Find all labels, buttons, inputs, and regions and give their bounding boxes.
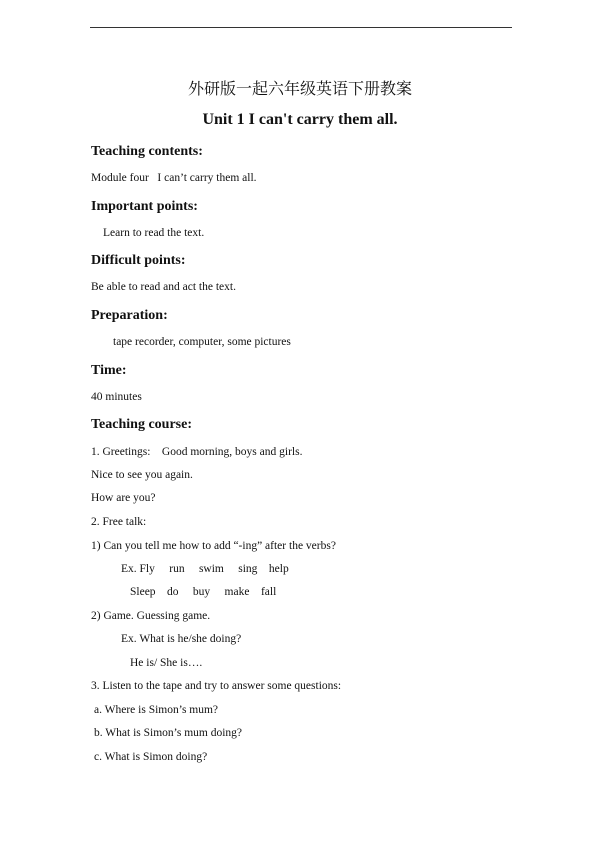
course-line: 3. Listen to the tape and try to answer some questions: bbox=[91, 680, 342, 692]
course-line: a. Where is Simon’s mum? bbox=[94, 704, 219, 716]
course-line: 1. Greetings: Good morning, boys and girls. bbox=[91, 446, 303, 458]
teaching-contents-text: Module four I can’t carry them all. bbox=[91, 172, 257, 184]
preparation-text: tape recorder, computer, some pictures bbox=[113, 336, 291, 348]
time-text: 40 minutes bbox=[91, 391, 142, 403]
unit-title: Unit 1 I can't carry them all. bbox=[202, 111, 398, 128]
document-title: 外研版一起六年级英语下册教案 bbox=[187, 79, 412, 98]
course-line: How are you? bbox=[91, 492, 156, 504]
difficult-points-text: Be able to read and act the text. bbox=[91, 281, 236, 293]
course-line: He is/ She is…. bbox=[130, 657, 203, 669]
course-line: c. What is Simon doing? bbox=[94, 751, 208, 763]
course-line: 2) Game. Guessing game. bbox=[91, 610, 211, 622]
course-line: Sleep do buy make fall bbox=[130, 586, 277, 598]
header-rule bbox=[90, 27, 512, 28]
teaching-contents-heading: Teaching contents: bbox=[91, 144, 203, 159]
important-points-text: Learn to read the text. bbox=[103, 227, 205, 239]
preparation-heading: Preparation: bbox=[91, 308, 168, 323]
important-points-heading: Important points: bbox=[91, 199, 198, 214]
course-line: 2. Free talk: bbox=[91, 516, 147, 528]
course-line: Ex. What is he/she doing? bbox=[121, 633, 242, 645]
teaching-course-heading: Teaching course: bbox=[91, 417, 192, 432]
course-line: 1) Can you tell me how to add “-ing” after the verbs? bbox=[91, 540, 336, 552]
course-line: Nice to see you again. bbox=[91, 469, 193, 481]
difficult-points-heading: Difficult points: bbox=[91, 253, 186, 268]
time-heading: Time: bbox=[91, 363, 127, 378]
course-line: Ex. Fly run swim sing help bbox=[121, 563, 289, 575]
course-line: b. What is Simon’s mum doing? bbox=[94, 727, 243, 739]
